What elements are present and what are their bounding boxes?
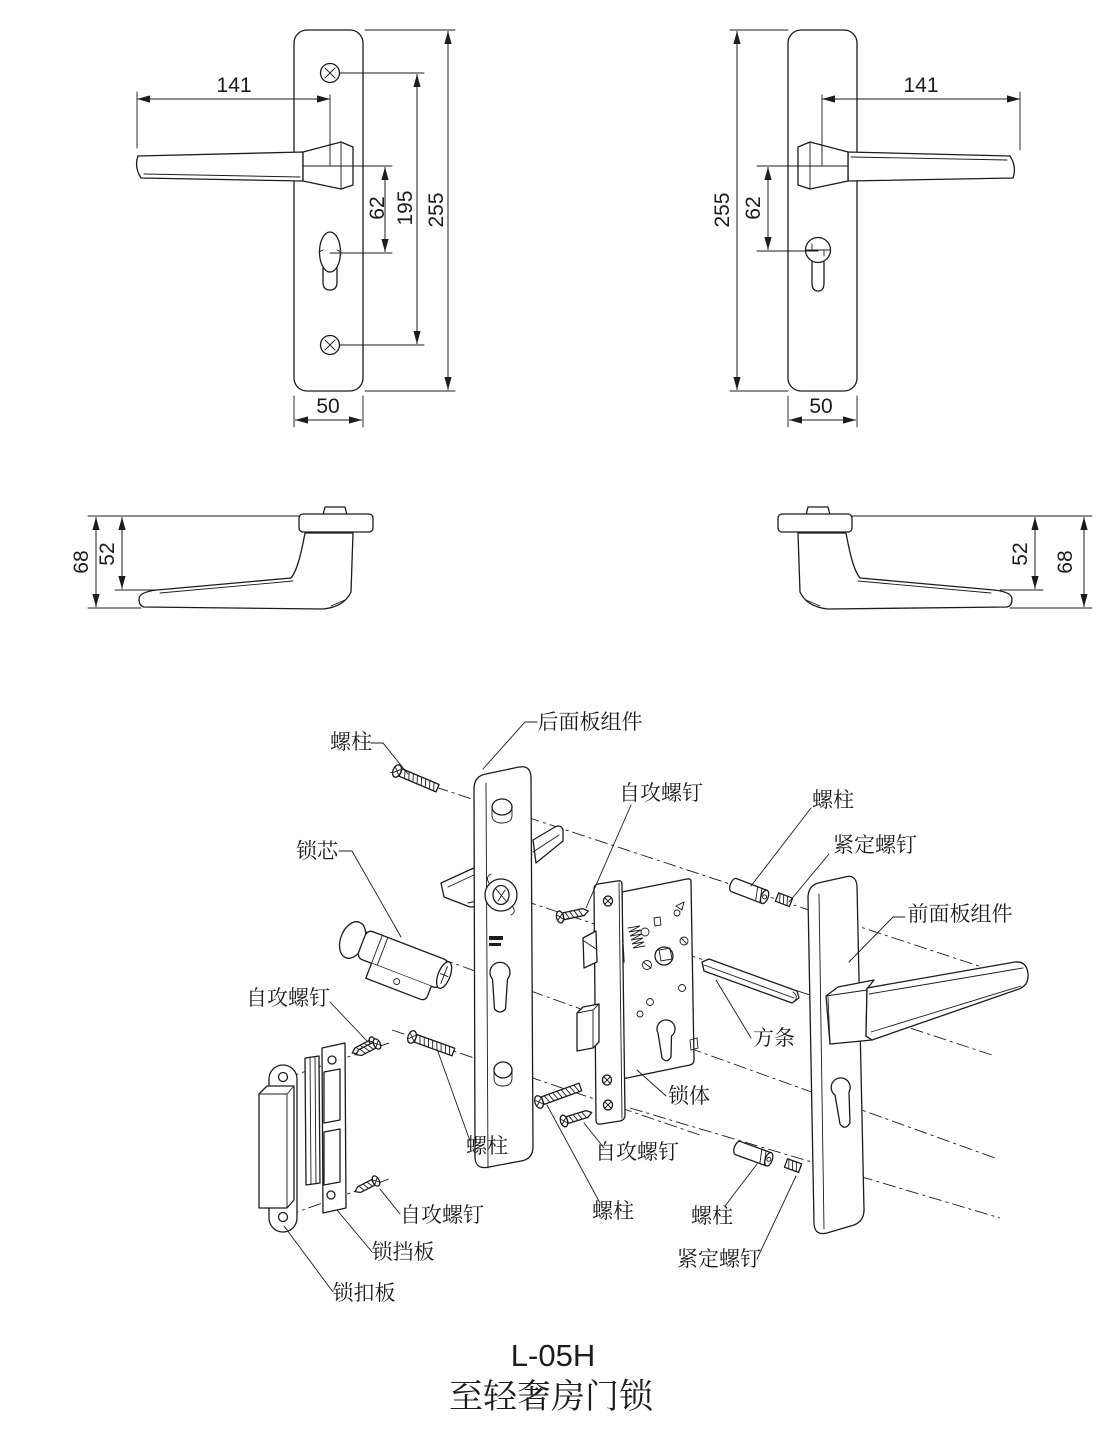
exploded-view: [246, 711, 1028, 1305]
side-view-right: [778, 507, 1092, 609]
part-label-tapping-screw-bottom-mid: 自攻螺钉: [595, 1141, 679, 1164]
strike-plate: [305, 1043, 346, 1213]
dim-total-depth-left: 68: [70, 550, 93, 574]
set-screw-bottom-part: [784, 1159, 801, 1173]
stud-screw-bottom-left-part: [406, 1030, 456, 1059]
part-label-stud-top-right: 螺柱: [812, 789, 854, 812]
part-label-cylinder: 锁芯: [296, 840, 338, 863]
part-label-set-screw-bottom: 紧定螺钉: [677, 1248, 761, 1271]
dim-handle-length-left: 141: [216, 74, 252, 97]
part-label-tapping-screw-left: 自攻螺钉: [246, 987, 330, 1010]
stud-screw-bottom-mid-part: [533, 1081, 583, 1110]
dim-plate-height-left: 255: [425, 192, 448, 228]
front-panel-assembly: [808, 876, 1028, 1233]
part-label-rear-panel: 后面板组件: [537, 711, 643, 734]
lock-cylinder: [330, 918, 456, 1006]
part-label-square-bar: 方条: [753, 1027, 795, 1050]
part-label-lock-body: 锁体: [668, 1085, 710, 1108]
part-label-stud-bottom-left: 螺柱: [466, 1135, 508, 1158]
dim-handle-to-cylinder-left: 62: [366, 196, 389, 220]
part-label-tapping-screw-strike: 自攻螺钉: [400, 1204, 484, 1227]
rear-panel-assembly: [441, 767, 563, 1168]
part-label-stud-top-left: 螺柱: [330, 731, 372, 754]
dim-grip-clearance-right: 52: [1009, 542, 1032, 566]
strike-box: [259, 1065, 297, 1232]
dim-grip-clearance-left: 52: [96, 542, 119, 566]
drawing-title: [449, 1338, 654, 1416]
tapping-screw-bottom-mid-part: [559, 1107, 594, 1128]
dim-handle-to-cylinder-right: 62: [742, 196, 765, 220]
dim-plate-height-right: 255: [711, 192, 734, 228]
dim-plate-width-right: 50: [809, 395, 833, 418]
part-label-tapping-screw-mid: 自攻螺钉: [619, 782, 703, 805]
model-number: L-05H: [510, 1338, 596, 1373]
stud-screw-top-left-part: [391, 763, 440, 794]
front-view-left: [137, 30, 455, 427]
part-label-strike-plate: 锁挡板: [371, 1241, 435, 1264]
part-label-stud-bottom-mid: 螺柱: [592, 1200, 634, 1223]
dim-plate-width-left: 50: [316, 395, 340, 418]
tapping-screw-mid-part: [555, 905, 589, 923]
stud-top-right-part: [728, 877, 770, 904]
product-name: 至轻奢房门锁: [449, 1378, 653, 1416]
part-label-strike-box: 锁扣板: [332, 1282, 396, 1305]
part-label-stud-bottom-right: 螺柱: [691, 1205, 733, 1228]
dim-screw-spacing-left: 195: [394, 190, 417, 226]
front-view-right: [711, 30, 1020, 427]
dim-handle-length-right: 141: [903, 74, 939, 97]
tapping-screw-strike-bottom-part: [353, 1175, 382, 1197]
side-view-left: [70, 507, 373, 609]
set-screw-top-part: [775, 893, 792, 907]
dim-total-depth-right: 68: [1054, 550, 1077, 574]
part-label-front-panel: 前面板组件: [907, 903, 1013, 926]
part-label-set-screw-top: 紧定螺钉: [833, 834, 917, 857]
